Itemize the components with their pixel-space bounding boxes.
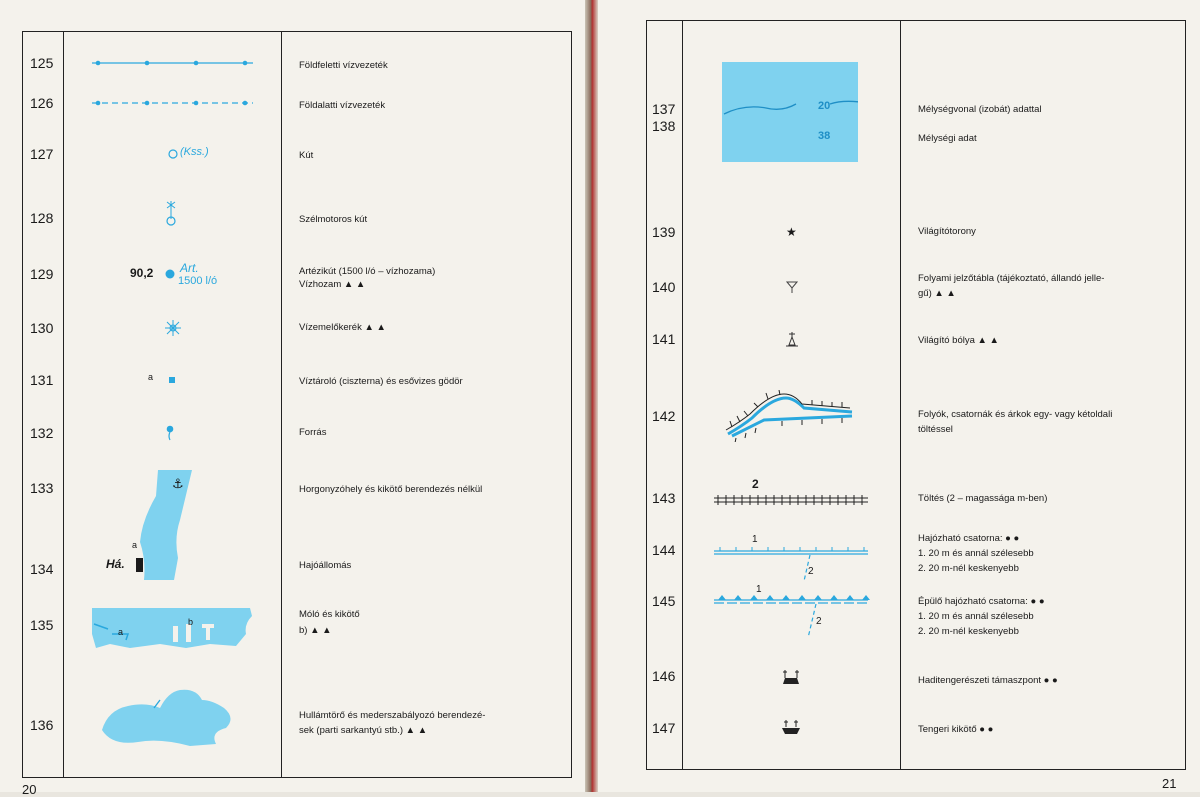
breakwater-symbol [98,688,238,750]
row-number: 147 [652,720,676,736]
row-number: 128 [30,210,54,226]
spring-icon [164,424,176,442]
cistern-label-a: a [148,372,154,382]
canal-building-label-1: 1 [756,584,762,595]
row-description: Folyami jelzőtábla (tájékoztató, állandó jelle- [918,273,1105,284]
well-label: (Kss.) [180,146,209,158]
embanked-river-symbol [722,390,856,442]
harbor-label-a: a [132,540,138,550]
row-description: Világítótorony [918,226,976,237]
pier-label-a: a [118,627,124,637]
row-description: sek (parti sarkantyú stb.) ▲ ▲ [299,725,428,736]
row-description: Mélységvonal (izobát) adattal [918,104,1042,115]
row-description: Horgonyzóhely és kikötő berendezés nélkül [299,484,483,495]
row-description: Világító bólya ▲ ▲ [918,335,999,346]
artesian-flow: 1500 l/ó [178,275,218,287]
row-description: b) ▲ ▲ [299,625,332,636]
row-description: gű) ▲ ▲ [918,288,956,299]
row-number: 137 [652,101,676,117]
page-number: 21 [1162,776,1177,791]
water-wheel-icon [164,319,182,337]
pier-symbol [90,604,260,654]
pier-label-b: b [188,617,194,627]
row-number: 143 [652,490,676,506]
book-gutter [585,0,598,792]
underground-pipeline-symbol [90,96,255,110]
svg-text:⚓: ⚓ [172,477,184,492]
canal-building-label-2: 2 [816,616,822,627]
row-description: Mélységi adat [918,133,977,144]
row-description: Tengeri kikötő ● ● [918,724,994,735]
row-number: 131 [30,372,54,388]
row-description: Épülő hajózható csatorna: ● ● [918,596,1045,607]
well-symbol [167,148,179,160]
row-number: 144 [652,542,676,558]
page-number: 20 [22,782,37,797]
navigable-canal-symbol [712,545,872,585]
right-page [598,0,1200,792]
row-description: Vízhozam ▲ ▲ [299,279,366,290]
cistern-icon [168,376,176,384]
row-description: 2. 20 m-nél keskenyebb [918,563,1019,574]
row-description: Forrás [299,427,327,438]
embankment-symbol [712,493,872,507]
row-number: 146 [652,668,676,684]
row-description: Vízemelőkerék ▲ ▲ [299,322,386,333]
canal-under-construction-symbol [712,594,872,642]
row-number: 142 [652,408,676,424]
row-description: Töltés (2 – magassága m-ben) [918,493,1048,504]
light-buoy-icon [785,331,799,349]
row-number: 126 [30,95,54,111]
row-number: 130 [30,320,54,336]
artesian-label: Art. [180,261,199,275]
row-number: 133 [30,480,54,496]
left-table [22,31,572,778]
windmill-well-icon [163,199,179,227]
canal-label-2: 2 [808,566,814,577]
row-description: Hullámtörő és mederszabályozó berendezé- [299,710,486,721]
row-description: töltéssel [918,424,953,435]
row-number: 141 [652,331,676,347]
depth-contour-symbol [722,62,858,162]
sea-port-icon [781,718,801,736]
row-description: Kút [299,150,314,161]
canal-label-1: 1 [752,534,758,545]
artesian-well-icon [164,268,176,280]
row-description: Móló és kikötő [299,609,360,620]
row-description: Földfeletti vízvezeték [299,60,388,71]
ship-station-label: Há. [106,557,125,571]
embankment-height: 2 [752,477,759,491]
row-number: 132 [30,425,54,441]
row-description: Hajózható csatorna: ● ● [918,533,1020,544]
row-description: Földalatti vízvezeték [299,100,386,111]
row-description: Haditengerészeti támaszpont ● ● [918,675,1058,686]
row-number: 125 [30,55,54,71]
row-description: 2. 20 m-nél keskenyebb [918,626,1019,637]
row-number: 140 [652,279,676,295]
row-number: 127 [30,146,54,162]
row-description: Víztároló (ciszterna) és esővizes gödör [299,376,463,387]
left-page [0,0,585,797]
row-description: 1. 20 m és annál szélesebb [918,548,1034,559]
row-description: Artézikút (1500 l/ó – vízhozama) [299,266,436,277]
row-description: Folyók, csatornák és árkok egy- vagy kétoldali [918,409,1113,420]
row-number: 134 [30,561,54,577]
row-number: 136 [30,717,54,733]
above-ground-pipeline-symbol [90,56,255,70]
row-description: 1. 20 m és annál szélesebb [918,611,1034,622]
river-sign-icon [786,280,798,294]
lighthouse-icon: ★ [786,225,797,239]
depth-point-value: 38 [818,130,831,142]
depth-contour-value: 20 [818,100,831,112]
row-description: Szélmotoros kút [299,214,368,225]
artesian-value: 90,2 [130,266,154,280]
row-number: 145 [652,593,676,609]
row-number: 138 [652,118,676,134]
row-number: 129 [30,266,54,282]
naval-base-icon [781,668,801,686]
row-description: Hajóállomás [299,560,352,571]
row-number: 135 [30,617,54,633]
row-number: 139 [652,224,676,240]
